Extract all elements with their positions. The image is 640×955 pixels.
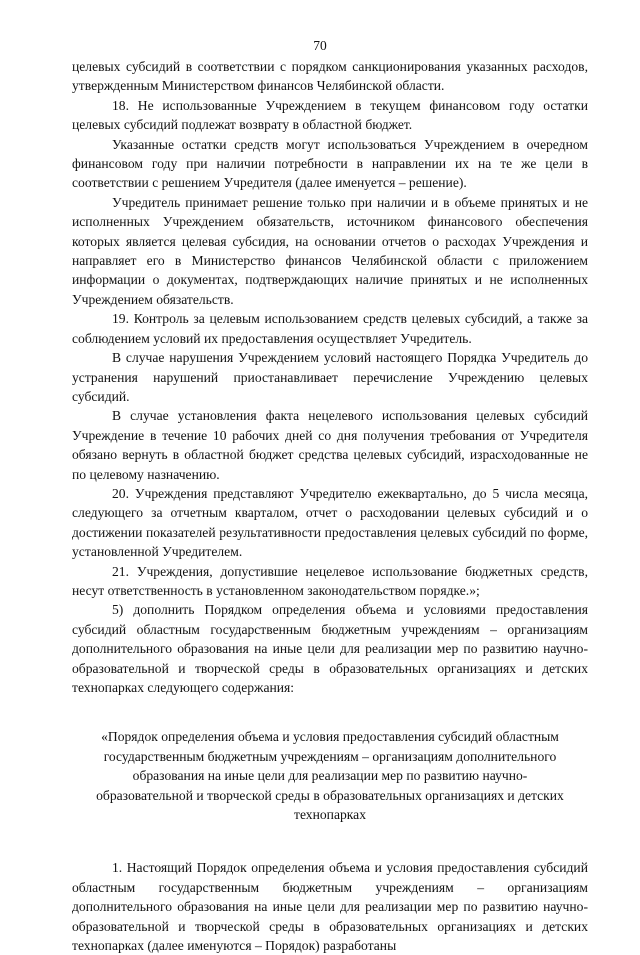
section-heading: «Порядок определения объема и условия предоставления субсидий областным государственным бюджетным учреждениям – организациям дополнительного образования на иные цели для реализации мер по развитию научно-образовательной и творческой среды в образовательных организациях и детских технопарках — [96, 729, 564, 823]
page-number: 70 — [313, 38, 327, 53]
paragraph-item-20: 20. Учреждения представляют Учредителю ежеквартально, до 5 числа месяца, следующего за отчетным кварталом, отчет о расходовании целевых субсидий и о достижении показателей результативности предоставления целевых субсидий по форме, установленной Учредителем. — [72, 485, 588, 560]
paragraph-procedure-item-1: 1. Настоящий Порядок определения объема и условия предоставления субсидий областным государственным бюджетным учреждениям – организациям дополнительного образования на иные цели для реализации мер по развитию научно-образовательной и творческой среды в образовательных организациях и детских технопарках (далее именуются – Порядок) разработаны — [72, 860, 588, 954]
paragraph-item-19: 19. Контроль за целевым использованием средств целевых субсидий, а также за соблюдением условий их предоставления осуществляет Учредитель. — [72, 311, 588, 346]
paragraph-item-18: 18. Не использованные Учреждением в текущем финансовом году остатки целевых субсидий подлежат возврату в областной бюджет. — [72, 97, 588, 133]
paragraph-amendment-5: 5) дополнить Порядком определения объема и условиями предоставления субсидий областным государственным бюджетным учреждениям – организациям дополнительного образования на иные цели для реализации мер по развитию научно-образовательной и творческой среды в образовательных организациях и детских технопарках следующего содержания: — [72, 602, 588, 695]
paragraph-item-21: 21. Учреждения, допустившие нецелевое использование бюджетных средств, несут ответственность в установленном законодательством порядке.»; — [72, 563, 588, 598]
paragraph-misuse: В случае установления факта нецелевого использования целевых субсидий Учреждение в течение 10 рабочих дней со дня получения требования от Учредителя обязано вернуть в областной бюджет средства целевых субсидий, израсходованные не по целевому назначению. — [72, 408, 588, 482]
paragraph-continuation: целевых субсидий в соответствии с порядком санкционирования указанных расходов, утвержденным Министерством финансов Челябинской области. — [72, 59, 588, 94]
paragraph-remaining-funds: Указанные остатки средств могут использоваться Учреждением в очередном финансовом году при наличии потребности в направлении их на те же цели в соответствии с решением Учредителя (далее именуется – решение). — [72, 136, 588, 191]
paragraph-violation: В случае нарушения Учреждением условий настоящего Порядка Учредитель до устранения нарушений приостанавливает перечисление Учреждению целевых субсидий. — [72, 350, 588, 404]
paragraph-founder-decision: Учредитель принимает решение только при наличии и в объеме принятых и не исполненных Учреждением обязательств, источником финансового обеспечения которых является целевая субсидия, на основании отчетов о расходах Учреждения и направляет его в Министерство финансов Челябинской области с приложением информации о документах, подтверждающих наличие принятых и не исполненных Учреждением обязательств. — [72, 194, 588, 307]
document-body — [72, 57, 588, 955]
